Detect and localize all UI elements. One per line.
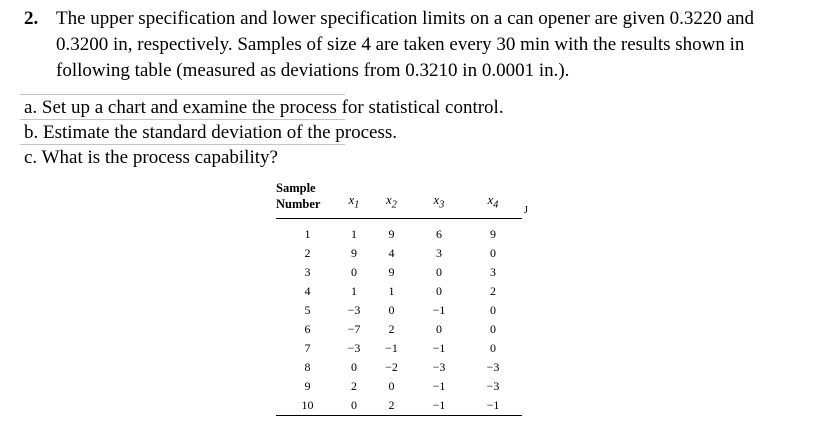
measurement-cell: 2 — [388, 322, 395, 336]
measurement-cell: −1 — [385, 341, 398, 355]
measurement-cell: 0 — [490, 246, 496, 260]
measurement-cell: −1 — [464, 396, 522, 416]
measurement-cell: 0 — [351, 265, 357, 279]
problem-block — [24, 6, 804, 84]
measurement-cell: 3 — [490, 265, 496, 279]
measurement-cell: −1 — [414, 396, 464, 416]
measurement-cell: 0 — [490, 303, 496, 317]
measurement-cell: −2 — [385, 360, 398, 374]
question-parts — [24, 95, 504, 170]
column-header-x3: $x_3$ — [433, 192, 445, 210]
measurement-cell: 6 — [436, 227, 442, 241]
measurement-cell: 2 — [351, 379, 357, 393]
table-body — [276, 225, 522, 416]
measurement-cell: 0 — [490, 341, 496, 355]
measurement-cell: −3 — [432, 360, 446, 374]
measurement-cell: 0 — [436, 284, 442, 298]
table-row — [276, 339, 522, 358]
measurement-cell: −3 — [347, 341, 361, 355]
measurement-cell: 0 — [351, 360, 357, 374]
table-row — [276, 225, 522, 244]
measurement-cell: 0 — [388, 303, 395, 317]
measurement-cell: −1 — [432, 379, 446, 393]
measurement-cell: 9 — [388, 227, 395, 241]
column-header-x4: $x_4$ — [487, 192, 499, 210]
part-c: c. What is the process capability? — [24, 147, 278, 168]
table-row — [276, 396, 522, 416]
measurement-cell: −3 — [486, 360, 500, 374]
measurement-cell: 9 — [351, 246, 357, 260]
sample-number-cell: 8 — [304, 360, 311, 374]
measurement-cell: 3 — [436, 246, 442, 260]
table-row — [276, 377, 522, 396]
measurement-cell: −3 — [486, 379, 500, 393]
measurement-cell: 0 — [339, 396, 369, 416]
measurement-cell: 2 — [490, 284, 496, 298]
measurement-cell: 9 — [388, 265, 395, 279]
sample-number-cell: 9 — [304, 379, 311, 393]
table-row — [276, 320, 522, 339]
sample-number-header: Sample Number — [276, 181, 321, 211]
sample-number-cell: 1 — [304, 227, 311, 241]
column-header-x1: $x_1$ — [348, 192, 360, 210]
separator-line — [20, 119, 345, 120]
separator-line — [20, 144, 345, 145]
sample-number-cell: 3 — [304, 265, 311, 279]
measurement-cell: −3 — [347, 303, 361, 317]
sample-number-cell: 5 — [304, 303, 311, 317]
measurement-cell: −7 — [347, 322, 361, 336]
sample-number-cell: 6 — [304, 322, 311, 336]
part-a: a. Set up a chart and examine the process for statistical control. — [24, 97, 504, 118]
measurement-cell: 4 — [388, 246, 395, 260]
column-header-x2: $x_2$ — [386, 192, 397, 210]
measurement-cell: 1 — [351, 284, 357, 298]
table-row — [276, 263, 522, 282]
measurement-cell: 0 — [436, 322, 442, 336]
measurement-cell: −1 — [432, 303, 446, 317]
measurement-cell: 1 — [351, 227, 357, 241]
sample-number-cell: 10 — [276, 396, 339, 416]
measurement-cell: 1 — [388, 284, 395, 298]
sample-data-table — [276, 180, 522, 416]
problem-statement: The upper specification and lower specification limits on a can opener are given 0.3220 and 0.3200 in, respectively. Samples of size 4 are taken every 30 min with the results shown in following table (measured as deviations from 0.3210 in 0.0001 in.). — [56, 8, 754, 81]
measurement-cell: 0 — [388, 379, 395, 393]
part-b: b. Estimate the standard deviation of the process. — [24, 122, 398, 143]
table-row — [276, 282, 522, 301]
stray-mark: J — [524, 205, 528, 216]
measurement-cell: −1 — [432, 341, 446, 355]
sample-number-cell: 2 — [304, 246, 311, 260]
measurement-cell: 0 — [436, 265, 442, 279]
table-row — [276, 358, 522, 377]
measurement-cell: 9 — [490, 227, 496, 241]
sample-number-cell: 7 — [304, 341, 311, 355]
table-row — [276, 301, 522, 320]
measurement-cell: 0 — [490, 322, 496, 336]
problem-number: 2. — [24, 8, 39, 29]
table-row — [276, 244, 522, 263]
measurement-cell: 2 — [369, 396, 414, 416]
sample-number-cell: 4 — [304, 284, 311, 298]
